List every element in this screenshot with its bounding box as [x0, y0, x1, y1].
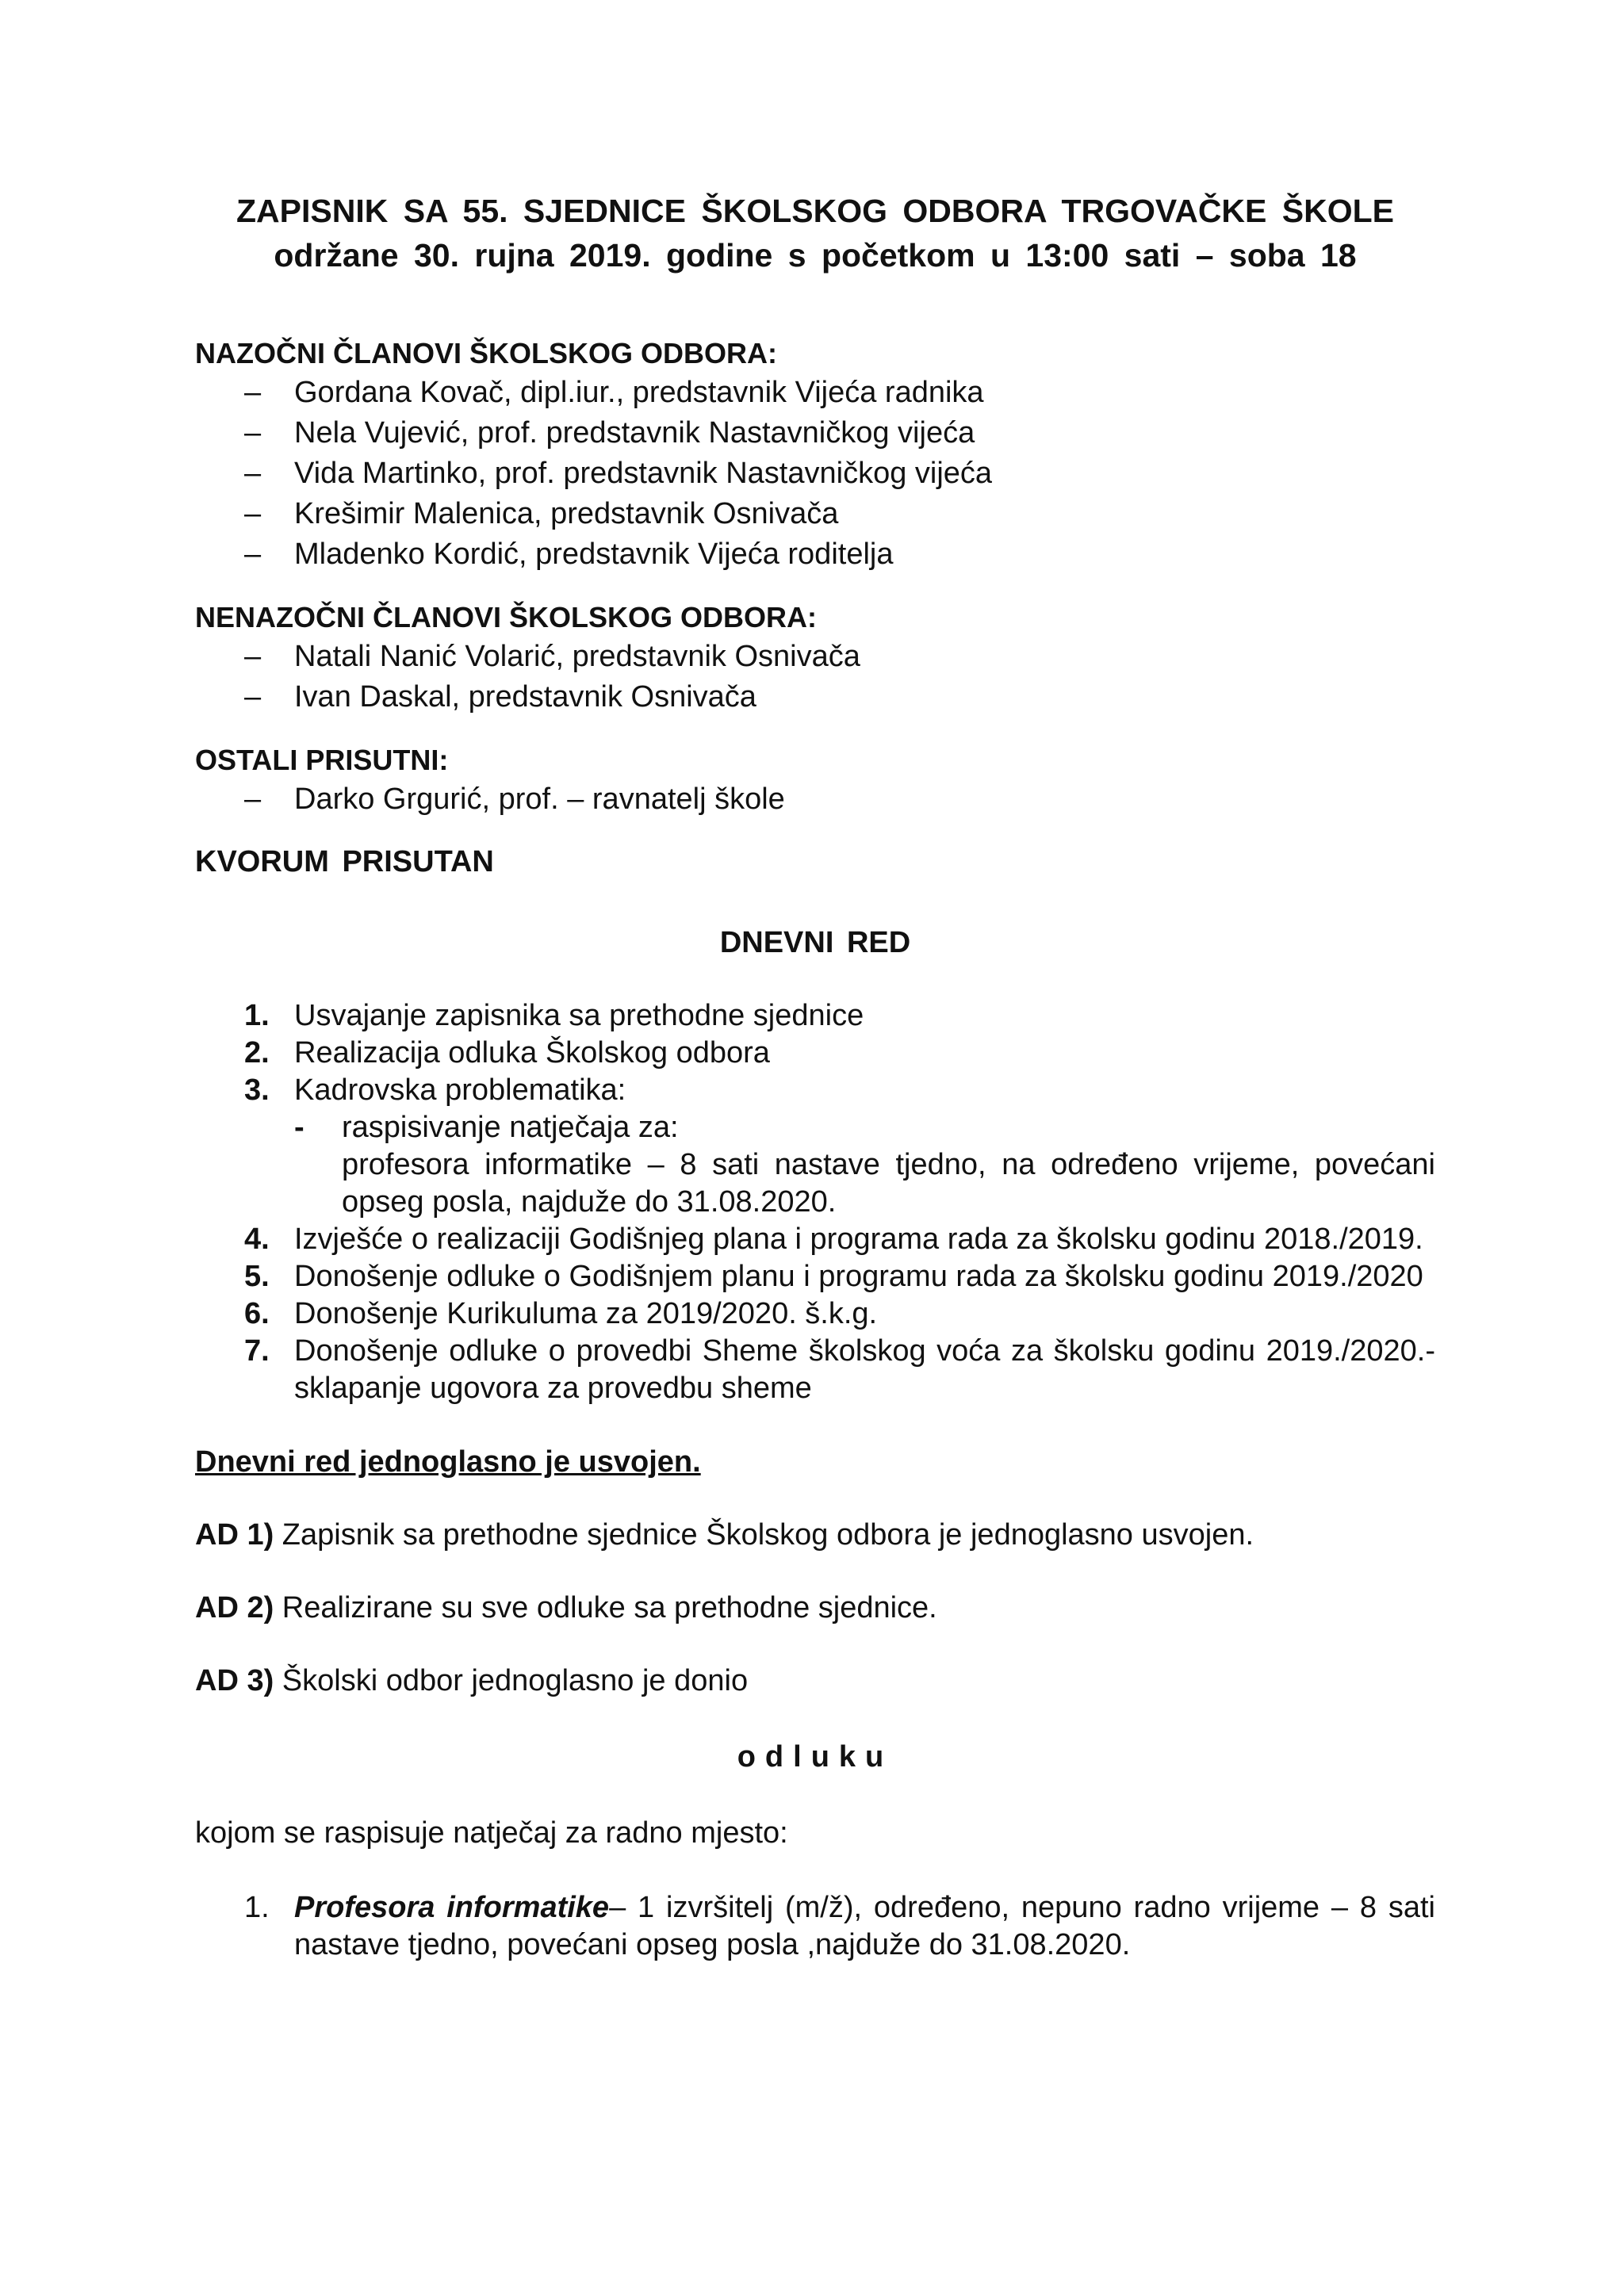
ad3-text: Školski odbor jednoglasno je donio — [282, 1664, 749, 1697]
others-present-section — [195, 741, 1435, 820]
agenda-adopted-statement: Dnevni red jednoglasno je usvojen. — [195, 1445, 701, 1479]
agenda-item-text: Donošenje Kurikuluma za 2019/2020. š.k.g. — [294, 1297, 878, 1330]
agenda-item — [195, 1295, 1435, 1333]
title-line-1: ZAPISNIK SA 55. SJEDNICE ŠKOLSKOG ODBORA TRGOVAČKE ŠKOLE — [236, 193, 1395, 229]
positions-list — [195, 1889, 1435, 1964]
sub-item-line-2: profesora informatike – 8 sati nastave tjedno, na određeno vrijeme, povećani opseg posla, najduže do 31.08.2020. — [342, 1148, 1435, 1219]
agenda-item-text: Donošenje odluke o provedbi Sheme školskog voća za školsku godinu 2019./2020.-sklapanje ugovora za provedbu sheme — [294, 1334, 1435, 1405]
others-present-list — [195, 779, 1435, 820]
list-item: – Ivan Daskal, predstavnik Osnivača — [195, 677, 1435, 718]
decision-heading: odluku — [737, 1740, 894, 1774]
ad2-text: Realizirane su sve odluke sa prethodne sjednice. — [282, 1591, 937, 1624]
agenda-item-text: Realizacija odluka Školskog odbora — [294, 1036, 770, 1070]
others-present-heading: OSTALI PRISUTNI: — [195, 744, 449, 776]
agenda-item-number: 3. — [244, 1073, 270, 1107]
agenda-heading: DNEVNI RED — [719, 926, 911, 959]
agenda-item-number: 2. — [244, 1036, 270, 1070]
position-text: – 1 izvršitelj (m/ž), određeno, nepuno radno vrijeme – 8 sati nastave tjedno, povećani opseg posla ,najduže do 31.08.2020. — [294, 1891, 1435, 1961]
list-item: – Natali Nanić Volarić, predstavnik Osnivača — [195, 637, 1435, 677]
decision-intro: kojom se raspisuje natječaj za radno mjesto: — [195, 1816, 788, 1850]
document-title — [195, 189, 1435, 277]
sub-item-mark: - — [294, 1111, 304, 1144]
agenda-item-number: 5. — [244, 1260, 270, 1293]
position-number: 1. — [244, 1891, 270, 1924]
ad1-paragraph — [195, 1515, 1435, 1555]
agenda-item — [195, 997, 1435, 1035]
absent-members-section — [195, 599, 1435, 718]
list-item: – Nela Vujević, prof. predstavnik Nastavničkog vijeća — [195, 413, 1435, 453]
ad3-paragraph — [195, 1661, 1435, 1701]
agenda-item-number: 4. — [244, 1223, 270, 1256]
present-members-list — [195, 373, 1435, 575]
agenda-list — [195, 997, 1435, 1407]
agenda-item — [195, 1072, 1435, 1221]
list-item: – Darko Grgurić, prof. – ravnatelj škole — [195, 779, 1435, 820]
ad2-label: AD 2) — [195, 1591, 274, 1624]
list-item: – Mladenko Kordić, predstavnik Vijeća roditelja — [195, 534, 1435, 575]
agenda-sub-item — [294, 1109, 1435, 1221]
agenda-item — [195, 1035, 1435, 1072]
agenda-item-text: Usvajanje zapisnika sa prethodne sjednice — [294, 999, 864, 1032]
list-item: – Vida Martinko, prof. predstavnik Nastavničkog vijeća — [195, 453, 1435, 494]
agenda-item-number: 7. — [244, 1334, 270, 1368]
agenda-item-text: Izvješće o realizaciji Godišnjeg plana i programa rada za školsku godinu 2018./2019. — [294, 1223, 1423, 1256]
agenda-item — [195, 1333, 1435, 1407]
ad2-paragraph — [195, 1588, 1435, 1628]
absent-members-heading: NENAZOČNI ČLANOVI ŠKOLSKOG ODBORA: — [195, 601, 818, 633]
list-item: – Krešimir Malenica, predstavnik Osnivača — [195, 494, 1435, 534]
agenda-item-number: 1. — [244, 999, 270, 1032]
present-members-heading: NAZOČNI ČLANOVI ŠKOLSKOG ODBORA: — [195, 337, 777, 369]
ad1-text: Zapisnik sa prethodne sjednice Školskog odbora je jednoglasno usvojen. — [282, 1518, 1254, 1552]
quorum-statement: KVORUM PRISUTAN — [195, 845, 494, 878]
position-title: Profesora informatike — [294, 1891, 610, 1924]
absent-members-list — [195, 637, 1435, 718]
agenda-item — [195, 1221, 1435, 1258]
title-line-2: održane 30. rujna 2019. godine s početkom u 13:00 sati – soba 18 — [274, 237, 1357, 274]
sub-item-line-1: raspisivanje natječaja za: — [342, 1111, 679, 1144]
agenda-item-text: Donošenje odluke o Godišnjem planu i programu rada za školsku godinu 2019./2020 — [294, 1260, 1423, 1293]
ad1-label: AD 1) — [195, 1518, 274, 1552]
ad3-label: AD 3) — [195, 1664, 274, 1697]
agenda-item-number: 6. — [244, 1297, 270, 1330]
list-item: – Gordana Kovač, dipl.iur., predstavnik Vijeća radnika — [195, 373, 1435, 413]
document-page — [195, 189, 1435, 1964]
agenda-item-text: Kadrovska problematika: — [294, 1073, 626, 1107]
agenda-item — [195, 1258, 1435, 1295]
position-item — [195, 1889, 1435, 1964]
present-members-section — [195, 335, 1435, 575]
